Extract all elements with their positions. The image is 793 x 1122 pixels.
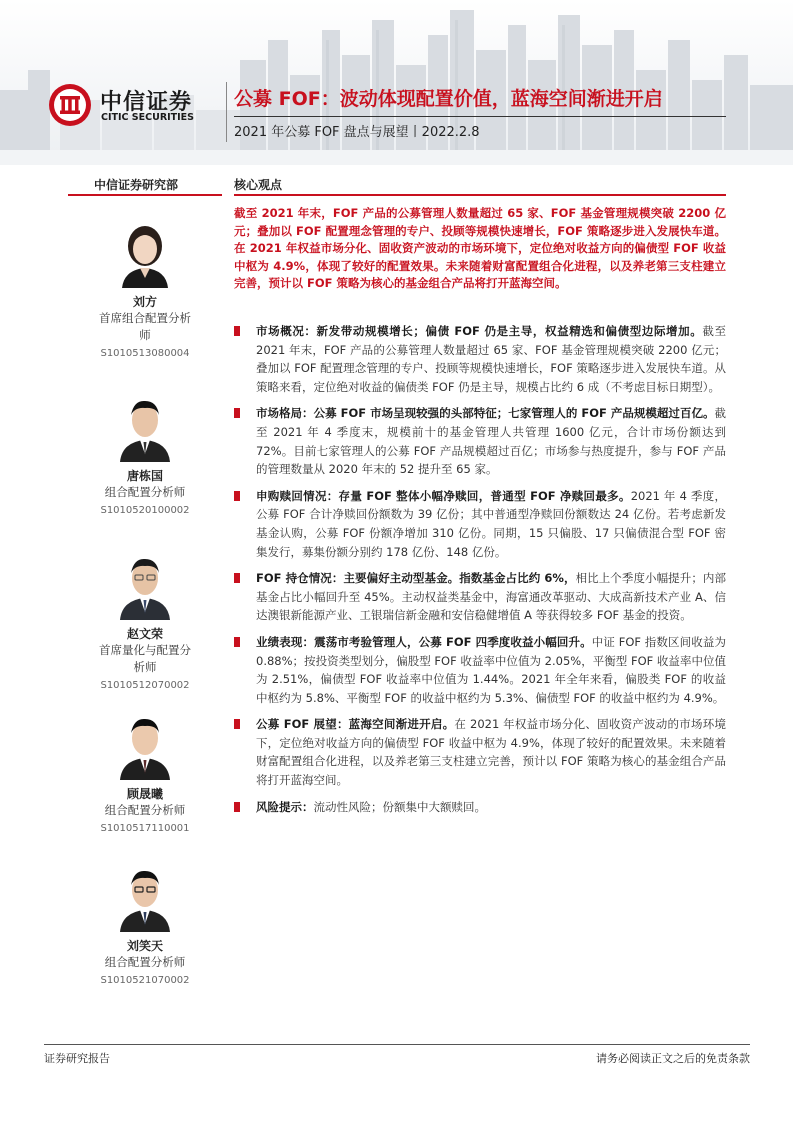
key-point-lead: 风险提示： (256, 799, 314, 814)
key-point (234, 633, 726, 707)
core-views-heading: 核心观点 (234, 178, 283, 192)
analyst-title: 首席量化与配置分 (99, 643, 191, 657)
title-underline (234, 116, 726, 117)
key-point (234, 322, 726, 396)
key-point-text: 流动性风险；份额集中大额赎回。 (313, 799, 486, 814)
research-dept-heading: 中信证券研究部 (94, 178, 179, 192)
footer-report-type: 证券研究报告 (44, 1052, 110, 1065)
key-point-text: 相比上个季度小幅提升；内部基金占比小幅回升至 45%。主动权益类基金中，海富通改革驱动、大成高新技术产业 A、信达澳银新能源产业、工银瑞信新金融和安信稳健增值 A 等获得较多 FOF 基金的投资。 (256, 571, 726, 623)
analyst-card (68, 390, 222, 519)
analyst-license-id: S1010513080004 (100, 348, 190, 359)
analyst-title-cont: 析师 (133, 660, 157, 674)
key-point-lead: 业绩表现：震荡市考验管理人，公募 FOF 四季度收益小幅回升。 (256, 634, 592, 649)
key-point-lead: 市场概况：新发带动规模增长；偏债 FOF 仍是主导，权益精选和偏债型边际增加。 (256, 324, 703, 338)
key-point (234, 487, 726, 561)
analyst-license-id: S1010521070002 (100, 975, 190, 986)
analyst-photo-icon (110, 216, 180, 288)
analyst-name: 刘笑天 (126, 939, 163, 953)
bullet-marker-icon (234, 719, 240, 729)
key-point (234, 404, 726, 478)
analyst-name: 赵文荣 (126, 627, 163, 641)
analyst-name: 刘方 (132, 295, 157, 309)
bullet-marker-icon (234, 408, 240, 418)
key-point (234, 798, 726, 817)
analyst-title: 组合配置分析师 (104, 485, 186, 499)
analyst-card (68, 708, 222, 837)
footer-disclaimer: 请务必阅读正文之后的免责条款 (596, 1052, 750, 1065)
analyst-title: 组合配置分析师 (104, 955, 186, 969)
key-point-lead: 公募 FOF 展望：蓝海空间渐进开启。 (256, 717, 455, 732)
analyst-title: 首席组合配置分析 (99, 311, 191, 325)
bullet-marker-icon (234, 573, 240, 583)
key-point (234, 569, 726, 625)
logo-name-en: CITIC SECURITIES (101, 112, 195, 123)
report-subtitle: 2021 年公募 FOF 盘点与展望丨2022.2.8 (234, 125, 480, 140)
key-point-lead: FOF 持仓情况：主要偏好主动型基金。指数基金占比约 6%， (256, 571, 576, 586)
analyst-photo-icon (110, 390, 180, 462)
analyst-license-id: S1010517110001 (100, 823, 190, 834)
analyst-photo-icon (110, 860, 180, 932)
logo-name-cn: 中信证券 (100, 90, 193, 115)
bullet-marker-icon (234, 326, 240, 336)
analyst-title-cont: 师 (139, 328, 151, 342)
key-point-text: 在 2021 年权益市场分化、固收资产波动的市场环境下，定位绝对收益方向的偏债型 FOF 收益中枢为 4.9%，体现了较好的配置效果。未来随着财富配置组合化进程，以及养老第三支柱建立完善，预计以 FOF 策略为核心的基金组合产品将打开蓝海空间。 (256, 717, 726, 788)
key-point-lead: 市场格局：公募 FOF 市场呈现较强的头部特征；七家管理人的 FOF 产品规模超过百亿。 (256, 406, 715, 421)
bullet-marker-icon (234, 491, 240, 501)
company-logo (48, 83, 218, 127)
report-title: 公募 FOF：波动体现配置价值，蓝海空间渐进开启 (234, 88, 663, 110)
key-point-text: 中证 FOF 指数区间收益为 0.88%；按投资类型划分，偏股型 FOF 收益率中位值为 2.05%，平衡型 FOF 收益率中位值为 2.51%，偏债型 FOF 收益率中位值为 1.44%。2021 年全年来看，偏股类 FOF 的收益中枢约为 5.8%、平衡型 FOF 的收益中枢约为 5.3%、偏债型 FOF 的收益中枢约为 4.9%。 (256, 634, 727, 705)
core-views-summary: 截至 2021 年末，FOF 产品的公募管理人数量超过 65 家、FOF 基金管理规模突破 2200 亿元；叠加以 FOF 配置理念管理的专户、投顾等规模快速增长，FOF 策略逐步进入发展快车道。在 2021 年权益市场分化、固收资产波动的市场环境下，定位绝对收益方向的偏债型 FOF 收益中枢为 4.9%，体现了较好的配置效果。未来随着财富配置组合化进程，以及养老第三支柱建立完善，预计以 FOF 策略为核心的基金组合产品将打开蓝海空间。 (234, 206, 726, 290)
header-divider (226, 82, 227, 142)
bullet-marker-icon (234, 802, 240, 812)
key-points-list (234, 322, 726, 824)
key-point-text: 2021 年 4 季度，公募 FOF 合计净赎回份额数为 39 亿份；其中普通型净赎回份额数达 24 亿份。若考虑新发基金认购，公募 FOF 份额净增加 310 亿份。同期，15 只偏股、17 只偏债混合型 FOF 密集发行，募集份额分别约 178 亿份、148 亿份。 (256, 488, 726, 559)
analyst-card (68, 860, 222, 989)
key-point-text: 截至 2021 年 4 季度末，规模前十的基金管理人共管理 1600 亿元，合计市场份额达到 72%。目前七家管理人的公募 FOF 产品规模超过百亿；市场参与热度提升，参与 FOF 产品的管理数量从 2020 年末的 52 提升至 65 家。 (256, 406, 726, 477)
footer-rule (44, 1044, 750, 1045)
analyst-license-id: S1010520100002 (100, 505, 190, 516)
left-heading-rule (68, 194, 222, 196)
citic-emblem-icon (48, 83, 92, 127)
analyst-photo-icon (110, 708, 180, 780)
right-heading-rule (234, 194, 726, 196)
bullet-marker-icon (234, 637, 240, 647)
analyst-license-id: S1010512070002 (100, 680, 190, 691)
analyst-name: 唐栋国 (126, 469, 163, 483)
analyst-card (68, 548, 222, 694)
analyst-title: 组合配置分析师 (104, 803, 186, 817)
analyst-photo-icon (110, 548, 180, 620)
key-point-lead: 申购赎回情况：存量 FOF 整体小幅净赎回，普通型 FOF 净赎回最多。 (256, 488, 631, 503)
key-point (234, 715, 726, 789)
key-point-text: 截至 2021 年末，FOF 产品的公募管理人数量超过 65 家、FOF 基金管理规模突破 2200 亿元；叠加以 FOF 配置理念管理的专户、投顾等规模快速增长，FOF 策略逐步进入发展快车道。从策略来看，定位绝对收益的偏债类 FOF 仍是主导，规模占比约 6 成（不考虑目标日期型）。 (256, 324, 726, 394)
analyst-card (68, 216, 222, 362)
analyst-name: 顾晟曦 (126, 787, 163, 801)
